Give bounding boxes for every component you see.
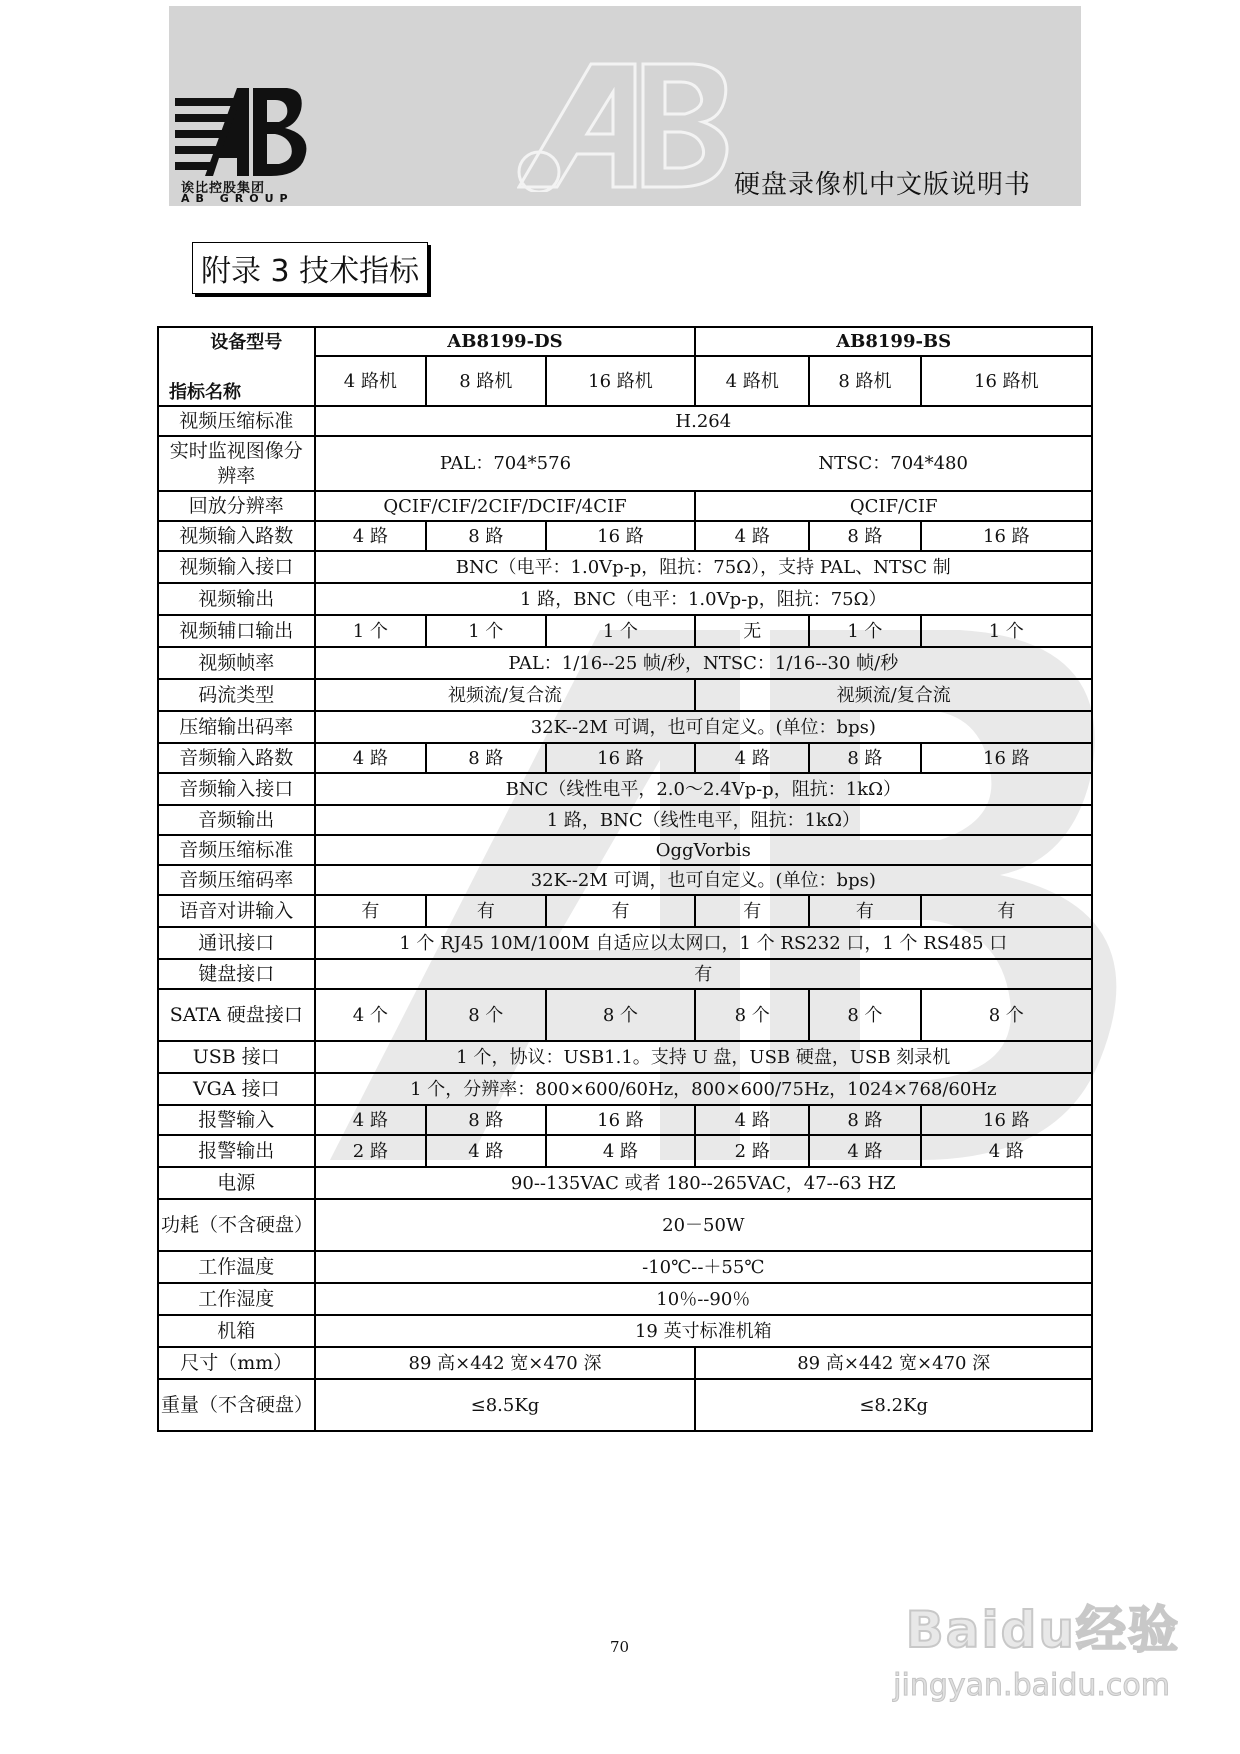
table-row [158, 959, 1092, 989]
table-row [158, 773, 1092, 805]
table-row [158, 865, 1092, 895]
value-cell-full: 1 个 RJ45 10M/100M 自适应以太网口，1 个 RS232 口，1 个 RS485 口 [315, 927, 1092, 959]
value-cell: 16 路 [921, 1105, 1092, 1135]
table-row [158, 895, 1092, 927]
table-row [158, 989, 1092, 1041]
value-cell: 4 路 [921, 1135, 1092, 1167]
row-label: 音频输入接口 [158, 773, 315, 805]
table-row [158, 583, 1092, 615]
value-cell-half: QCIF/CIF/2CIF/DCIF/4CIF [315, 491, 696, 521]
brand-en: AB GROUP [181, 192, 294, 205]
table-row [158, 1379, 1092, 1431]
row-label: 实时监视图像分辨率 [158, 436, 315, 491]
section-title: 附录 3 技术指标 [192, 242, 428, 294]
table-row [158, 521, 1092, 551]
table-row [158, 927, 1092, 959]
model-bs: AB8199-BS [695, 327, 1092, 356]
value-cell-half: 89 高×442 宽×470 深 [695, 1347, 1092, 1379]
value-cell: 4 路 [695, 743, 809, 773]
row-label: 音频输出 [158, 805, 315, 835]
row-label: 工作湿度 [158, 1283, 315, 1315]
corner-cell [158, 327, 315, 406]
value-cell: 8 个 [695, 989, 809, 1041]
row-label: 码流类型 [158, 679, 315, 711]
row-label: 视频辅口输出 [158, 615, 315, 647]
table-row [158, 835, 1092, 865]
table-row [158, 1347, 1092, 1379]
table-row [158, 743, 1092, 773]
value-cell-full: 1 路，BNC（电平：1.0Vp-p，阻抗：75Ω） [315, 583, 1092, 615]
row-label: 音频压缩标准 [158, 835, 315, 865]
value-cell: 有 [426, 895, 545, 927]
value-cell-full: OggVorbis [315, 835, 1092, 865]
row-label: 电源 [158, 1167, 315, 1199]
table-row [158, 491, 1092, 521]
value-cell: 8 路 [809, 743, 921, 773]
value-cell: 4 路 [315, 1105, 427, 1135]
row-label: SATA 硬盘接口 [158, 989, 315, 1041]
row-label: 音频压缩码率 [158, 865, 315, 895]
value-cell-full: PAL：1/16--25 帧/秒，NTSC：1/16--30 帧/秒 [315, 647, 1092, 679]
table-row [158, 1199, 1092, 1251]
row-label: 回放分辨率 [158, 491, 315, 521]
value-cell: 4 路 [315, 521, 427, 551]
value-cell: 8 个 [809, 989, 921, 1041]
channel-cell: 4 路机 [315, 356, 427, 406]
value-cell: 4 路 [695, 1105, 809, 1135]
value-cell: 4 个 [315, 989, 427, 1041]
value-cell-full: 90--135VAC 或者 180--265VAC，47--63 HZ [315, 1167, 1092, 1199]
baidu-watermark [880, 1590, 1180, 1715]
value-cell: 16 路 [921, 521, 1092, 551]
value-cell-full: 19 英寸标准机箱 [315, 1315, 1092, 1347]
table-row [158, 1073, 1092, 1105]
row-label: 工作温度 [158, 1251, 315, 1283]
value-cell-half: ≤8.5Kg [315, 1379, 696, 1431]
value-cell-half: NTSC：704*480 [695, 436, 1092, 491]
value-cell: 8 路 [809, 521, 921, 551]
row-label: 视频压缩标准 [158, 406, 315, 436]
table-row [158, 615, 1092, 647]
row-label: 报警输出 [158, 1135, 315, 1167]
value-cell-half: ≤8.2Kg [695, 1379, 1092, 1431]
row-label: 语音对讲输入 [158, 895, 315, 927]
value-cell-half: 89 高×442 宽×470 深 [315, 1347, 696, 1379]
manual-title: 硬盘录像机中文版说明书 [734, 170, 1032, 200]
corner-bottom: 指标名称 [169, 382, 241, 403]
ab-emblem-icon [517, 62, 737, 192]
row-label: USB 接口 [158, 1041, 315, 1073]
value-cell: 16 路 [546, 743, 696, 773]
table-row [158, 1315, 1092, 1347]
table-row [158, 551, 1092, 583]
value-cell: 2 路 [315, 1135, 427, 1167]
value-cell: 1 个 [921, 615, 1092, 647]
channel-cell: 8 路机 [426, 356, 545, 406]
table-row [158, 679, 1092, 711]
row-label: 视频输入路数 [158, 521, 315, 551]
brand-cn: 诶比控股集团 [181, 181, 266, 196]
value-cell: 16 路 [546, 521, 696, 551]
row-label: 重量（不含硬盘） [158, 1379, 315, 1431]
value-cell: 16 路 [546, 1105, 696, 1135]
page-number: 70 [610, 1638, 630, 1656]
corner-top: 设备型号 [210, 332, 283, 353]
value-cell: 4 路 [546, 1135, 696, 1167]
value-cell-full: -10℃--＋55℃ [315, 1251, 1092, 1283]
value-cell-full: 32K--2M 可调，也可自定义。(单位：bps) [315, 711, 1092, 743]
row-label: 视频帧率 [158, 647, 315, 679]
value-cell-full: 10％--90％ [315, 1283, 1092, 1315]
value-cell: 有 [315, 895, 427, 927]
value-cell: 有 [695, 895, 809, 927]
value-cell-full: 有 [315, 959, 1092, 989]
table-row [158, 711, 1092, 743]
channel-cell: 16 路机 [546, 356, 696, 406]
value-cell-full: 1 个，协议：USB1.1。支持 U 盘，USB 硬盘，USB 刻录机 [315, 1041, 1092, 1073]
value-cell: 有 [809, 895, 921, 927]
value-cell: 1 个 [546, 615, 696, 647]
value-cell: 16 路 [921, 743, 1092, 773]
value-cell: 2 路 [695, 1135, 809, 1167]
value-cell-full: BNC（电平：1.0Vp-p，阻抗：75Ω），支持 PAL、NTSC 制 [315, 551, 1092, 583]
table-row [158, 805, 1092, 835]
table-row [158, 1105, 1092, 1135]
table-row [158, 1135, 1092, 1167]
model-ds: AB8199-DS [315, 327, 696, 356]
value-cell: 有 [921, 895, 1092, 927]
channel-cell: 16 路机 [921, 356, 1092, 406]
value-cell-full: 20－50W [315, 1199, 1092, 1251]
value-cell-half: 视频流/复合流 [315, 679, 696, 711]
table-row [158, 406, 1092, 436]
value-cell: 1 个 [315, 615, 427, 647]
value-cell: 8 路 [809, 1105, 921, 1135]
baidu-brand: Baidu经验 [905, 1601, 1180, 1659]
row-label: 通讯接口 [158, 927, 315, 959]
value-cell: 8 个 [546, 989, 696, 1041]
value-cell: 4 路 [809, 1135, 921, 1167]
value-cell: 8 个 [426, 989, 545, 1041]
baidu-url: jingyan.baidu.com [893, 1668, 1170, 1703]
value-cell: 有 [546, 895, 696, 927]
value-cell-full: BNC（线性电平，2.0～2.4Vp-p，阻抗：1kΩ） [315, 773, 1092, 805]
value-cell: 4 路 [426, 1135, 545, 1167]
row-label: 音频输入路数 [158, 743, 315, 773]
row-label: VGA 接口 [158, 1073, 315, 1105]
value-cell-full: 1 路，BNC（线性电平，阻抗：1kΩ） [315, 805, 1092, 835]
spec-table [157, 326, 1093, 1432]
value-cell: 无 [695, 615, 809, 647]
row-label: 键盘接口 [158, 959, 315, 989]
row-label: 机箱 [158, 1315, 315, 1347]
value-cell: 8 个 [921, 989, 1092, 1041]
table-row [158, 1041, 1092, 1073]
value-cell: 8 路 [426, 521, 545, 551]
channel-cell: 8 路机 [809, 356, 921, 406]
table-row [158, 436, 1092, 491]
row-label: 功耗（不含硬盘） [158, 1199, 315, 1251]
value-cell-full: H.264 [315, 406, 1092, 436]
header-row-models [158, 327, 1092, 356]
value-cell-half: PAL：704*576 [315, 436, 696, 491]
table-row [158, 1167, 1092, 1199]
row-label: 报警输入 [158, 1105, 315, 1135]
value-cell: 8 路 [426, 743, 545, 773]
value-cell: 1 个 [809, 615, 921, 647]
value-cell: 4 路 [695, 521, 809, 551]
table-row [158, 1251, 1092, 1283]
value-cell-full: 1 个，分辨率：800×600/60Hz，800×600/75Hz，1024×768/60Hz [315, 1073, 1092, 1105]
value-cell-half: QCIF/CIF [695, 491, 1092, 521]
table-row [158, 647, 1092, 679]
value-cell: 4 路 [315, 743, 427, 773]
value-cell-half: 视频流/复合流 [695, 679, 1092, 711]
page-header [169, 6, 1081, 206]
row-label: 压缩输出码率 [158, 711, 315, 743]
value-cell: 1 个 [426, 615, 545, 647]
table-row [158, 1283, 1092, 1315]
row-label: 视频输出 [158, 583, 315, 615]
value-cell: 8 路 [426, 1105, 545, 1135]
channel-cell: 4 路机 [695, 356, 809, 406]
row-label: 视频输入接口 [158, 551, 315, 583]
value-cell-full: 32K--2M 可调，也可自定义。(单位：bps) [315, 865, 1092, 895]
row-label: 尺寸（mm） [158, 1347, 315, 1379]
